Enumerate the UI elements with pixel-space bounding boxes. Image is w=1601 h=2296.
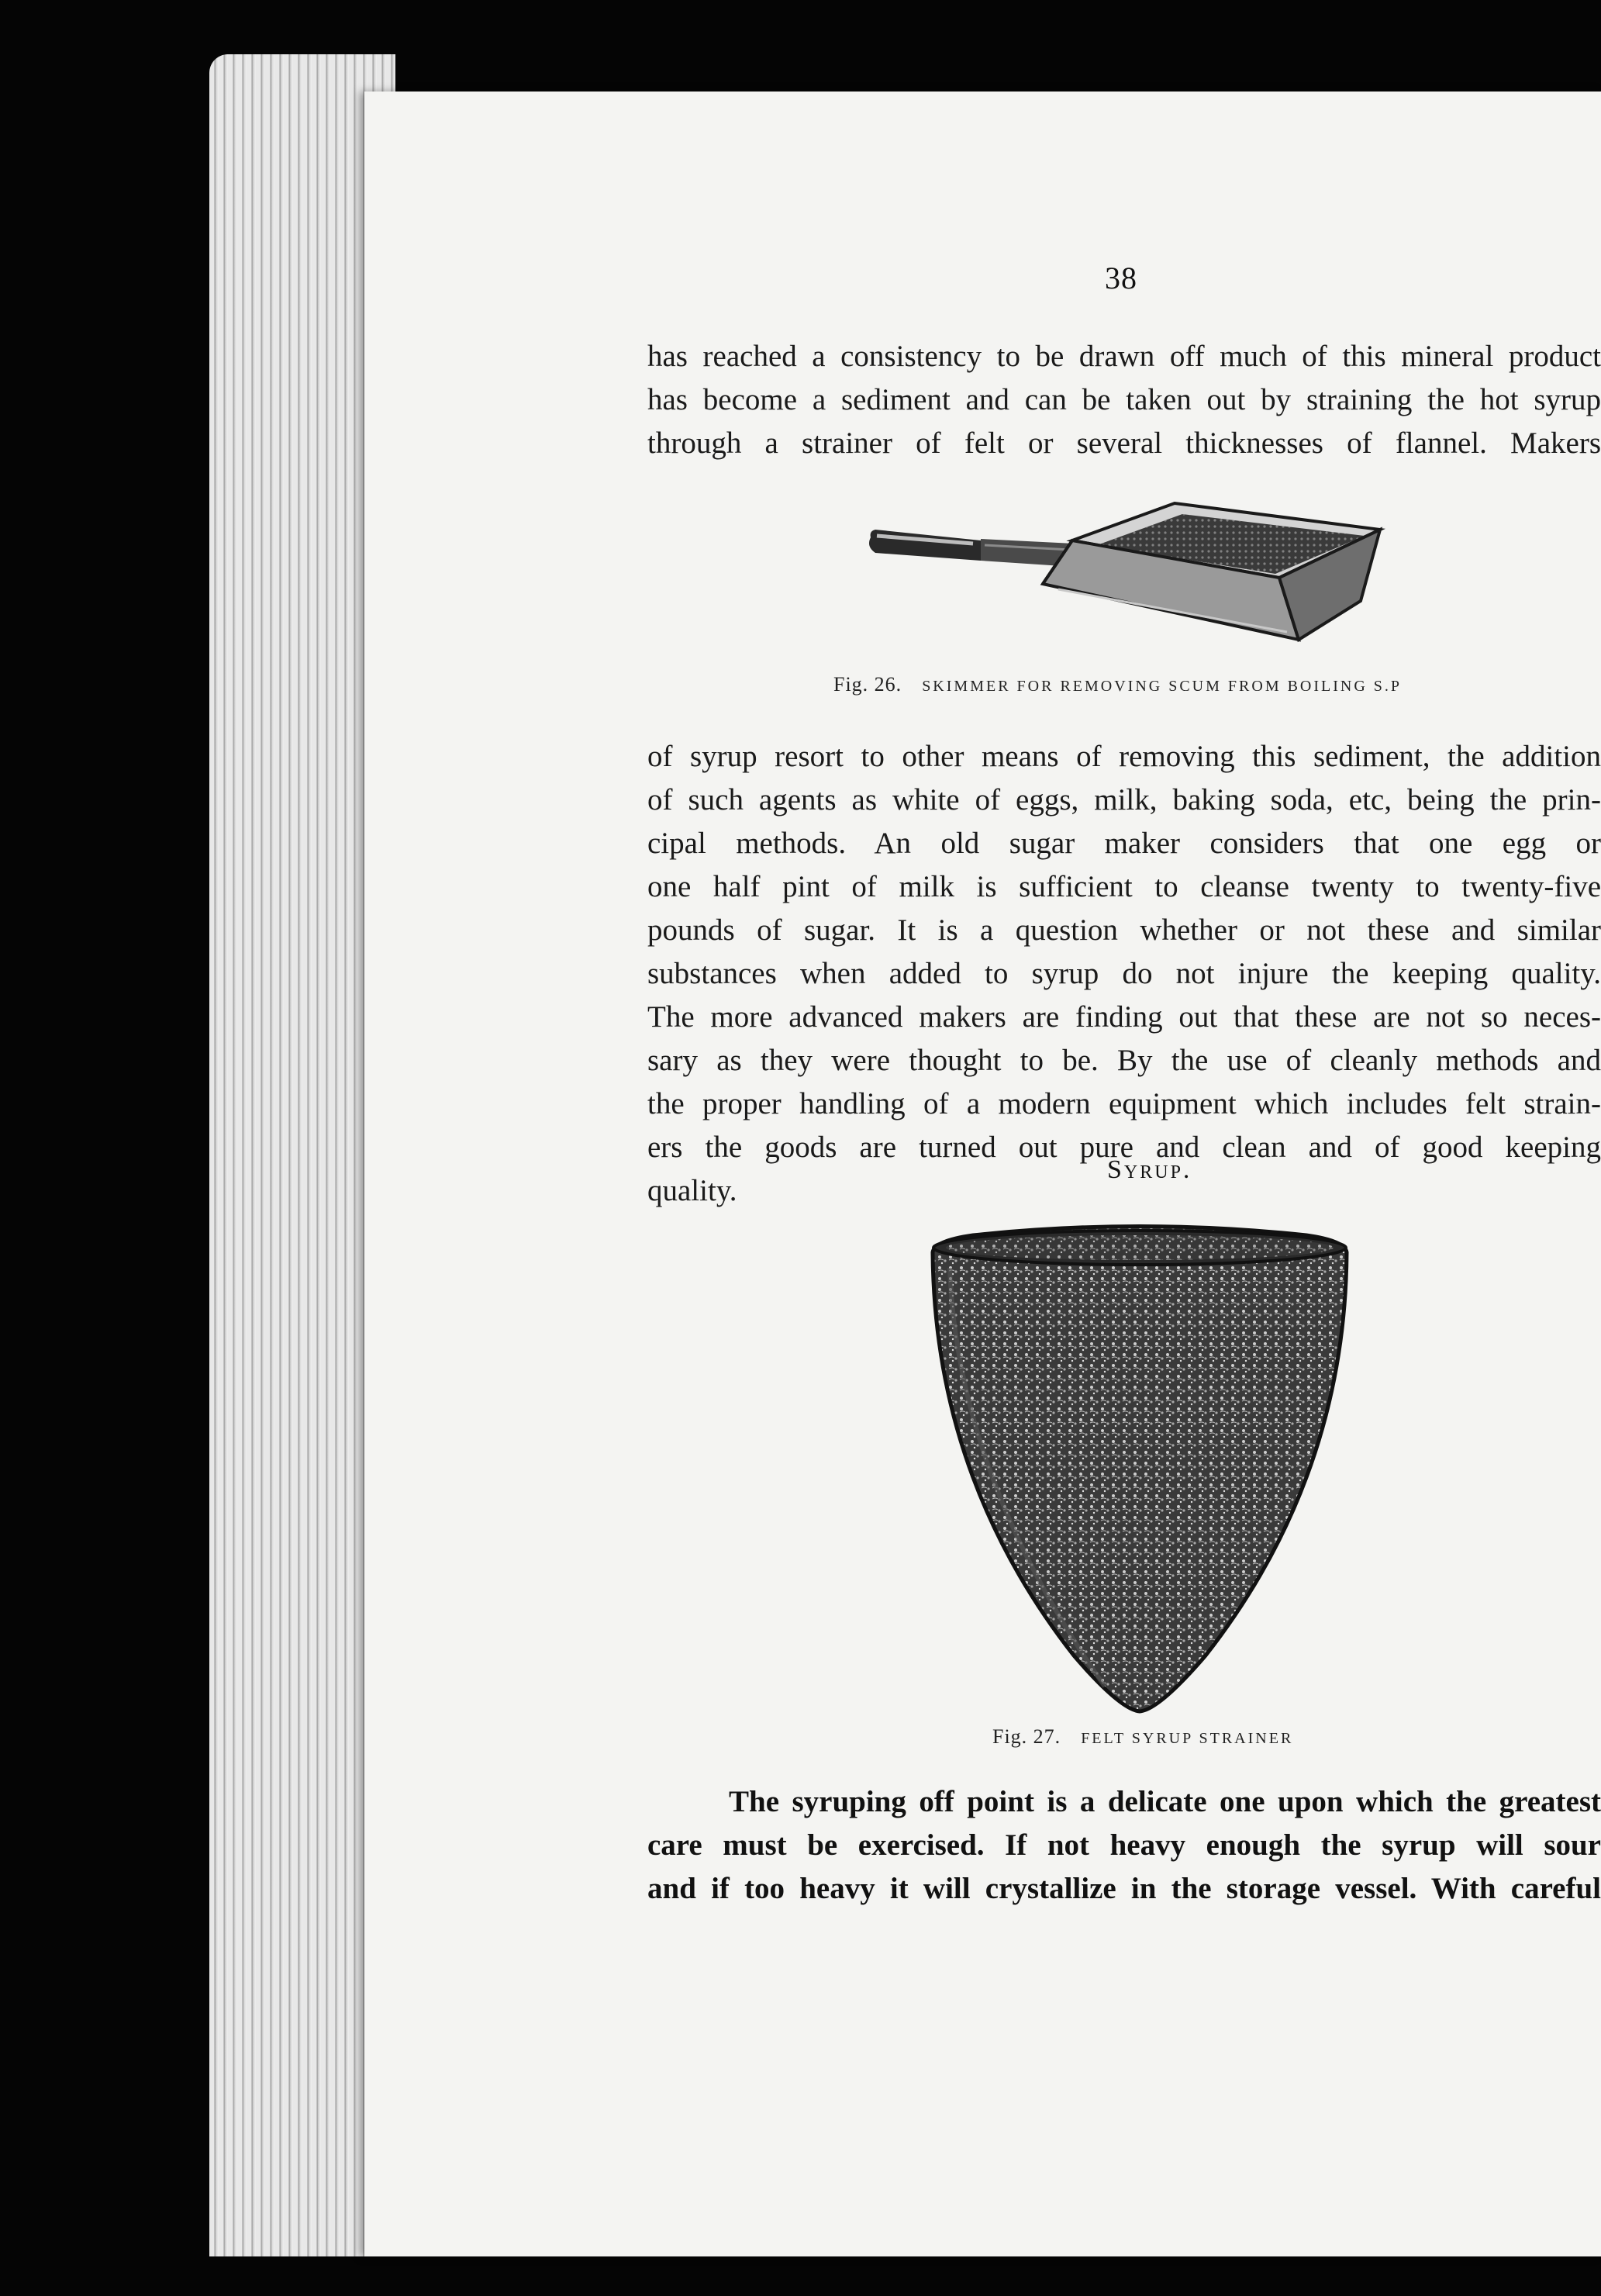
paragraph-line: sary as they were thought to be. By the use of cleanly methods and: [647, 1044, 1601, 1077]
figure-26-caption-text: SKIMMER FOR REMOVING SCUM FROM BOILING S.P: [922, 678, 1403, 695]
middle-paragraph: [647, 735, 1601, 1213]
paragraph-line: pounds of sugar. It is a question whether or not these and similar: [647, 913, 1601, 947]
paragraph-line: The syruping off point is a delicate one upon which the greatest: [729, 1785, 1601, 1818]
figure-26-label: Fig. 26.: [833, 673, 902, 696]
paragraph-line: cipal methods. An old sugar maker considers that one egg or: [647, 827, 1601, 860]
paragraph-line: The more advanced makers are finding out that these are not so neces-: [647, 1000, 1601, 1034]
page-number: 38: [1105, 261, 1137, 295]
felt-strainer-figure: [926, 1221, 1353, 1718]
paragraph-line: ers the goods are turned out pure and clean and of good keeping: [647, 1131, 1601, 1164]
paragraph-line: and if too heavy it will crystallize in the storage vessel. With careful: [647, 1872, 1601, 1905]
paragraph-line: one half pint of milk is sufficient to cleanse twenty to twenty-five: [647, 870, 1601, 903]
paragraph-line: care must be exercised. If not heavy enough the syrup will sour: [647, 1828, 1601, 1862]
paragraph-line: substances when added to syrup do not injure the keeping quality.: [647, 957, 1601, 990]
figure-27-caption-text: FELT SYRUP STRAINER: [1081, 1730, 1294, 1747]
bottom-paragraph: [647, 1780, 1601, 1911]
paragraph-line: of such agents as white of eggs, milk, baking soda, etc, being the prin-: [647, 783, 1601, 817]
figure-26-caption: [833, 673, 1402, 696]
paragraph-line: has reached a consistency to be drawn off much of this mineral product: [647, 340, 1601, 373]
figure-27-label: Fig. 27.: [992, 1725, 1061, 1748]
figure-27-caption: [992, 1725, 1293, 1749]
paragraph-line: has become a sediment and can be taken out by straining the hot syrup: [647, 383, 1601, 416]
paragraph-line: the proper handling of a modern equipment which includes felt strain-: [647, 1087, 1601, 1120]
paragraph-line: quality.: [647, 1174, 737, 1207]
paragraph-line: of syrup resort to other means of removing this sediment, the addition: [647, 740, 1601, 773]
paragraph-line: through a strainer of felt or several thicknesses of flannel. Makers: [647, 426, 1601, 460]
section-heading: Syrup.: [1107, 1155, 1192, 1184]
top-paragraph: [647, 335, 1601, 465]
skimmer-figure: [864, 492, 1388, 659]
